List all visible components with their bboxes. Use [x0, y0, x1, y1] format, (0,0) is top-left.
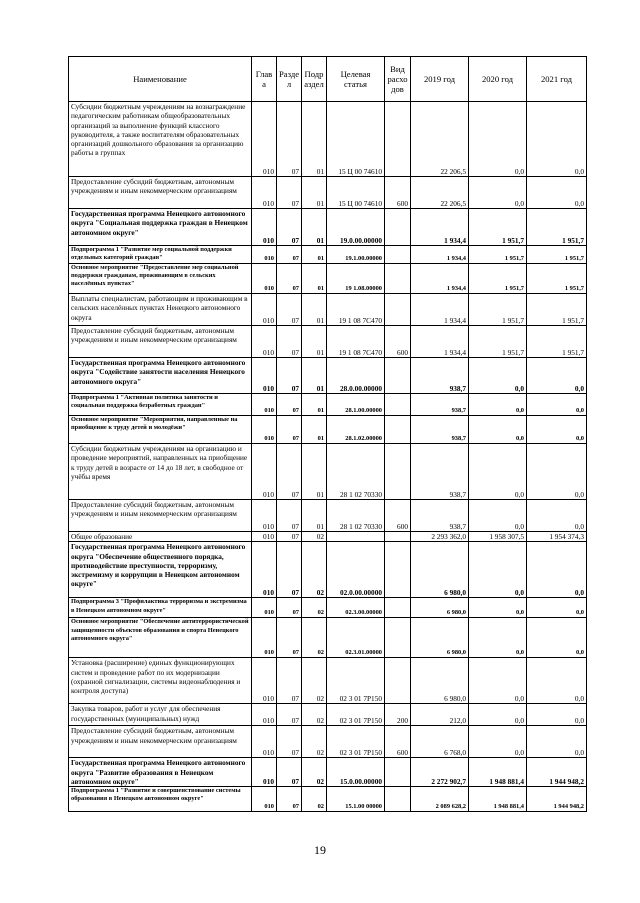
cell-name: Выплаты специалистам, работающим и проживающим в сельских населённых пунктах Ненецкого автономного округа	[69, 294, 252, 326]
cell-2021: 0,0	[527, 658, 587, 704]
header-2019: 2019 год	[411, 57, 469, 102]
cell-glava: 010	[252, 326, 277, 358]
header-razdel: Разде л	[277, 57, 302, 102]
cell-glava: 010	[252, 787, 277, 812]
cell-2021: 1 951,7	[527, 326, 587, 358]
cell-vid	[385, 787, 411, 812]
cell-vid: 600	[385, 726, 411, 758]
cell-glava: 010	[252, 416, 277, 444]
cell-glava: 010	[252, 394, 277, 416]
cell-razdel: 07	[277, 532, 302, 542]
cell-name: Основное мероприятие "Предоставление мер социальной поддержки гражданам, проживающим в сельских населённых пунктах"	[69, 264, 252, 294]
cell-2020: 0,0	[469, 416, 527, 444]
table-row	[69, 294, 587, 326]
cell-name: Основное мероприятие "Мероприятия, направленные на приобщение к труду детей и молодёжи"	[69, 416, 252, 444]
cell-2019: 1 934,4	[411, 209, 469, 246]
cell-target: 28.1.00.00000	[327, 394, 385, 416]
cell-target: 02 3 01 7Р150	[327, 726, 385, 758]
table-row	[69, 358, 587, 394]
cell-name: Подпрограмма 1 "Развитие мер социальной поддержки отдельных категорий граждан"	[69, 246, 252, 264]
cell-podrazdel: 01	[302, 358, 327, 394]
cell-glava: 010	[252, 358, 277, 394]
cell-target: 19 1 08 7С470	[327, 294, 385, 326]
cell-target: 02.3.01.00000	[327, 618, 385, 658]
cell-razdel: 07	[277, 704, 302, 726]
cell-target: 02.3.00.00000	[327, 598, 385, 618]
cell-2020: 0,0	[469, 444, 527, 500]
cell-glava: 010	[252, 209, 277, 246]
cell-razdel: 07	[277, 500, 302, 532]
cell-2021: 0,0	[527, 102, 587, 177]
cell-glava: 010	[252, 542, 277, 598]
cell-podrazdel: 01	[302, 444, 327, 500]
table-row	[69, 618, 587, 658]
cell-razdel: 07	[277, 177, 302, 209]
cell-2021: 0,0	[527, 598, 587, 618]
cell-name: Субсидии бюджетным учреждениям на вознаграждение педагогическим работникам общеобразовательных организаций за выполнение функций классного руководителя, а также воспитателям образовательных организаций дошкольного образования за организацию работы в группах	[69, 102, 252, 177]
cell-2020: 1 951,7	[469, 294, 527, 326]
cell-name: Предоставление субсидий бюджетным, автономным учреждениям и иным некоммерческим организациям	[69, 326, 252, 358]
cell-razdel: 07	[277, 264, 302, 294]
cell-podrazdel: 01	[302, 177, 327, 209]
cell-name: Субсидии бюджетным учреждениям на организацию и проведение мероприятий, направленных на приобщение к труду детей в возрасте от 14 до 18 лет, в свободное от учёбы время	[69, 444, 252, 500]
table-row	[69, 102, 587, 177]
cell-name: Общее образование	[69, 532, 252, 542]
cell-podrazdel: 02	[302, 598, 327, 618]
cell-name: Закупка товаров, работ и услуг для обеспечения государственных (муниципальных) нужд	[69, 704, 252, 726]
cell-vid	[385, 102, 411, 177]
cell-2021: 0,0	[527, 618, 587, 658]
cell-2021: 1 951,7	[527, 246, 587, 264]
cell-target: 28 1 02 70330	[327, 444, 385, 500]
cell-podrazdel: 01	[302, 246, 327, 264]
cell-podrazdel: 02	[302, 532, 327, 542]
cell-vid	[385, 358, 411, 394]
budget-table	[68, 56, 587, 812]
table-row	[69, 658, 587, 704]
cell-razdel: 07	[277, 598, 302, 618]
cell-razdel: 07	[277, 102, 302, 177]
cell-2021: 0,0	[527, 500, 587, 532]
cell-vid	[385, 618, 411, 658]
cell-vid	[385, 532, 411, 542]
cell-razdel: 07	[277, 618, 302, 658]
cell-target: 19 1.08.00000	[327, 264, 385, 294]
cell-razdel: 07	[277, 758, 302, 787]
cell-target: 19.1.00.00000	[327, 246, 385, 264]
cell-2021: 1 951,7	[527, 294, 587, 326]
cell-2021: 0,0	[527, 416, 587, 444]
cell-2021: 0,0	[527, 444, 587, 500]
cell-vid	[385, 264, 411, 294]
header-target: Целевая статья	[327, 57, 385, 102]
cell-2019: 6 980,0	[411, 658, 469, 704]
cell-glava: 010	[252, 758, 277, 787]
cell-2021: 0,0	[527, 394, 587, 416]
cell-glava: 010	[252, 658, 277, 704]
cell-name: Государственная программа Ненецкого автономного округа "Развитие образования в Ненецком автономном округе"	[69, 758, 252, 787]
cell-razdel: 07	[277, 542, 302, 598]
cell-vid: 600	[385, 326, 411, 358]
cell-podrazdel: 02	[302, 542, 327, 598]
cell-2020: 0,0	[469, 500, 527, 532]
header-glava: Глав а	[252, 57, 277, 102]
cell-2021: 0,0	[527, 726, 587, 758]
cell-name: Основное мероприятие "Обеспечение антитеррористической защищенности объектов образования и спорта Ненецкого автономного округа"	[69, 618, 252, 658]
cell-target: 02.0.00.00000	[327, 542, 385, 598]
cell-2019: 2 293 362,0	[411, 532, 469, 542]
cell-2019: 1 934,4	[411, 246, 469, 264]
table-row	[69, 394, 587, 416]
cell-podrazdel: 02	[302, 618, 327, 658]
cell-razdel: 07	[277, 394, 302, 416]
cell-name: Предоставление субсидий бюджетным, автономным учреждениям и иным некоммерческим организациям	[69, 177, 252, 209]
cell-target: 02 3 01 7Р150	[327, 704, 385, 726]
cell-2019: 22 206,5	[411, 177, 469, 209]
table-row	[69, 444, 587, 500]
cell-2020: 1 951,7	[469, 326, 527, 358]
cell-2019: 938,7	[411, 500, 469, 532]
cell-razdel: 07	[277, 658, 302, 704]
cell-glava: 010	[252, 532, 277, 542]
header-name: Наименование	[69, 57, 252, 102]
cell-2019: 22 206,5	[411, 102, 469, 177]
cell-target: 15.1.00 00000	[327, 787, 385, 812]
cell-podrazdel: 01	[302, 209, 327, 246]
cell-2020: 0,0	[469, 102, 527, 177]
cell-2019: 212,0	[411, 704, 469, 726]
table-row	[69, 542, 587, 598]
cell-name: Государственная программа Ненецкого автономного округа "Содействие занятости населения Ненецкого автономного округа"	[69, 358, 252, 394]
cell-razdel: 07	[277, 246, 302, 264]
table-row	[69, 726, 587, 758]
cell-name: Предоставление субсидий бюджетным, автономным учреждениям и иным некоммерческим организациям	[69, 500, 252, 532]
cell-2021: 1 951,7	[527, 209, 587, 246]
cell-podrazdel: 01	[302, 102, 327, 177]
cell-2019: 938,7	[411, 416, 469, 444]
cell-vid: 200	[385, 704, 411, 726]
cell-vid	[385, 209, 411, 246]
cell-podrazdel: 02	[302, 726, 327, 758]
table-row	[69, 704, 587, 726]
cell-2020: 1 951,7	[469, 264, 527, 294]
cell-razdel: 07	[277, 326, 302, 358]
cell-vid	[385, 416, 411, 444]
cell-podrazdel: 02	[302, 704, 327, 726]
cell-name: Подпрограмма 1 "Развитие и совершенствование системы образования в Ненецком автономном округе"	[69, 787, 252, 812]
cell-2020: 1 951,7	[469, 209, 527, 246]
cell-podrazdel: 01	[302, 264, 327, 294]
cell-2019: 6 980,0	[411, 598, 469, 618]
cell-glava: 010	[252, 294, 277, 326]
cell-vid	[385, 542, 411, 598]
cell-podrazdel: 01	[302, 416, 327, 444]
cell-vid	[385, 294, 411, 326]
cell-vid: 600	[385, 500, 411, 532]
cell-vid	[385, 598, 411, 618]
cell-2021: 1 954 374,3	[527, 532, 587, 542]
cell-2019: 2 272 902,7	[411, 758, 469, 787]
cell-podrazdel: 01	[302, 500, 327, 532]
cell-name: Подпрограмма 1 "Активная политика занятости и социальная поддержка безработных граждан"	[69, 394, 252, 416]
table-row	[69, 500, 587, 532]
table-row	[69, 416, 587, 444]
cell-glava: 010	[252, 726, 277, 758]
header-vid: Вид расхо дов	[385, 57, 411, 102]
cell-razdel: 07	[277, 726, 302, 758]
cell-podrazdel: 02	[302, 658, 327, 704]
table-row	[69, 787, 587, 812]
cell-vid: 600	[385, 177, 411, 209]
cell-2020: 0,0	[469, 704, 527, 726]
cell-glava: 010	[252, 246, 277, 264]
table-row	[69, 758, 587, 787]
header-podrazdel: Подр аздел	[302, 57, 327, 102]
table-row	[69, 264, 587, 294]
cell-glava: 010	[252, 102, 277, 177]
table-row	[69, 326, 587, 358]
cell-2019: 6 980,0	[411, 618, 469, 658]
cell-2020: 0,0	[469, 726, 527, 758]
table-row	[69, 532, 587, 542]
cell-2020: 0,0	[469, 177, 527, 209]
cell-2020: 1 958 307,5	[469, 532, 527, 542]
cell-glava: 010	[252, 618, 277, 658]
cell-vid	[385, 658, 411, 704]
cell-target: 28.1.02.00000	[327, 416, 385, 444]
cell-glava: 010	[252, 598, 277, 618]
cell-2020: 0,0	[469, 358, 527, 394]
cell-2021: 0,0	[527, 177, 587, 209]
table-row	[69, 177, 587, 209]
cell-name: Установка (расширение) единых функционирующих систем и проведение работ по их модернизации (охранной сигнализации, системы видеонаблюдения и контроля доступа)	[69, 658, 252, 704]
cell-2020: 0,0	[469, 658, 527, 704]
cell-podrazdel: 02	[302, 758, 327, 787]
cell-2020: 1 948 881,4	[469, 758, 527, 787]
cell-podrazdel: 01	[302, 294, 327, 326]
cell-2019: 2 089 628,2	[411, 787, 469, 812]
cell-target: 28 1 02 70330	[327, 500, 385, 532]
cell-target: 28.0.00.00000	[327, 358, 385, 394]
cell-target: 15 Ц 00 74610	[327, 177, 385, 209]
table-header	[69, 57, 587, 102]
cell-name: Подпрограмма 3 "Профилактика терроризма и экстремизма в Ненецком автономном округе"	[69, 598, 252, 618]
cell-2021: 0,0	[527, 358, 587, 394]
cell-2019: 6 980,0	[411, 542, 469, 598]
cell-2019: 938,7	[411, 358, 469, 394]
cell-2019: 1 934,4	[411, 326, 469, 358]
cell-glava: 010	[252, 500, 277, 532]
cell-razdel: 07	[277, 444, 302, 500]
cell-2019: 1 934,4	[411, 264, 469, 294]
header-2021: 2021 год	[527, 57, 587, 102]
page-number: 19	[314, 843, 326, 857]
cell-razdel: 07	[277, 358, 302, 394]
cell-target: 15 Ц 00 74610	[327, 102, 385, 177]
cell-razdel: 07	[277, 209, 302, 246]
cell-vid	[385, 394, 411, 416]
cell-2020: 0,0	[469, 598, 527, 618]
cell-podrazdel: 01	[302, 326, 327, 358]
cell-target: 15.0.00.00000	[327, 758, 385, 787]
cell-2021: 1 944 948,2	[527, 758, 587, 787]
cell-podrazdel: 02	[302, 787, 327, 812]
cell-2021: 1 951,7	[527, 264, 587, 294]
header-2020: 2020 год	[469, 57, 527, 102]
cell-target: 02 3 01 7Р150	[327, 658, 385, 704]
cell-razdel: 07	[277, 294, 302, 326]
cell-2021: 0,0	[527, 542, 587, 598]
cell-name: Государственная программа Ненецкого автономного округа "Социальная поддержка граждан в Ненецком автономном округе"	[69, 209, 252, 246]
table-row	[69, 598, 587, 618]
cell-2020: 1 951,7	[469, 246, 527, 264]
cell-glava: 010	[252, 444, 277, 500]
table-row	[69, 246, 587, 264]
cell-2019: 938,7	[411, 394, 469, 416]
cell-razdel: 07	[277, 416, 302, 444]
cell-2021: 1 944 948,2	[527, 787, 587, 812]
cell-2020: 0,0	[469, 618, 527, 658]
cell-podrazdel: 01	[302, 394, 327, 416]
cell-target: 19 1 08 7С470	[327, 326, 385, 358]
cell-glava: 010	[252, 704, 277, 726]
cell-2020: 1 948 881,4	[469, 787, 527, 812]
cell-glava: 010	[252, 264, 277, 294]
cell-2019: 938,7	[411, 444, 469, 500]
cell-2020: 0,0	[469, 394, 527, 416]
cell-target	[327, 532, 385, 542]
cell-name: Государственная программа Ненецкого автономного округа "Обеспечение общественного порядка, противодействие преступности, терроризму, экстремизму и коррупции в Ненецком автономном округе"	[69, 542, 252, 598]
cell-2020: 0,0	[469, 542, 527, 598]
table-row	[69, 209, 587, 246]
cell-vid	[385, 246, 411, 264]
cell-2019: 6 768,0	[411, 726, 469, 758]
cell-target: 19.0.00.00000	[327, 209, 385, 246]
cell-vid	[385, 444, 411, 500]
cell-razdel: 07	[277, 787, 302, 812]
table-body	[69, 102, 587, 812]
cell-glava: 010	[252, 177, 277, 209]
cell-2021: 0,0	[527, 704, 587, 726]
cell-name: Предоставление субсидий бюджетным, автономным учреждениям и иным некоммерческим организациям	[69, 726, 252, 758]
cell-vid	[385, 758, 411, 787]
cell-2019: 1 934,4	[411, 294, 469, 326]
